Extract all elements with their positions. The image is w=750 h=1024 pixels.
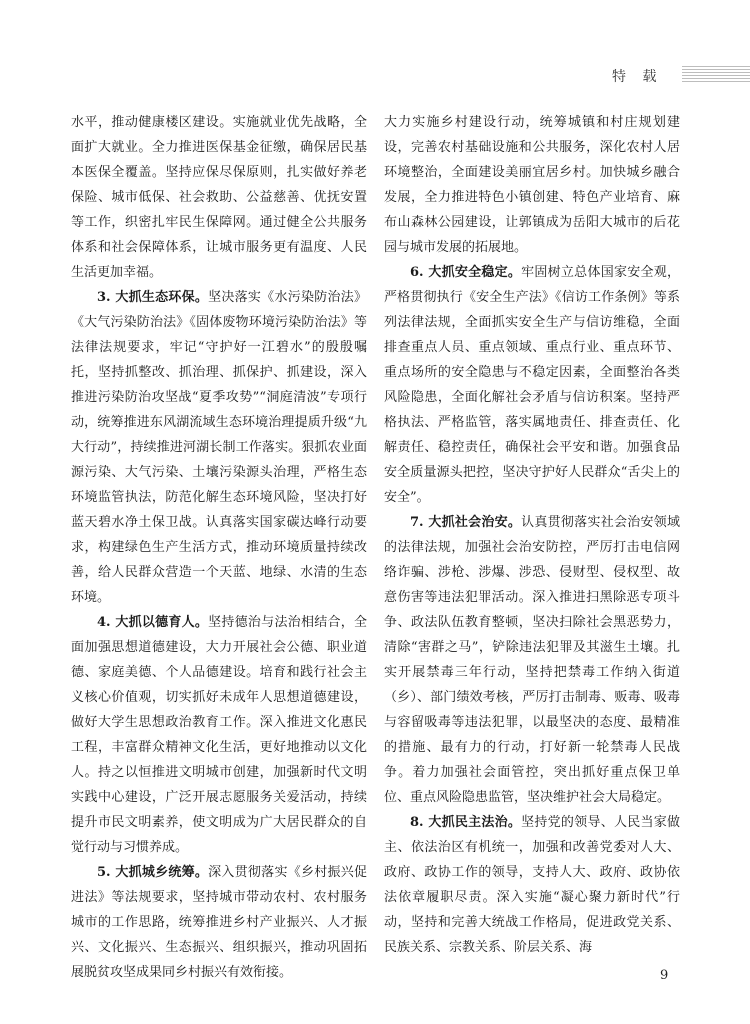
paragraph: [71, 110, 367, 285]
paragraph-text: 大力实施乡村建设行动，统筹城镇和村庄规划建设，完善农村基础设施和公共服务，深化农村人居环境整治，全面建设美丽宜居乡村。加快城乡融合发展，全力推进特色小镇创建、特色产业培育、麻布山森林公园建设，让郭镇成为岳阳大城市的后花园与城市发展的拓展地。: [384, 115, 680, 255]
paragraph-text: 坚持党的领导、人民当家做主、依法治区有机统一，加强和改善党委对人大、政府、政协工作的领导，支持人大、政府、政协依法依章履职尽责。深入实施“凝心聚力新时代”行动，坚持和完善大统战工作格局，促进政党关系、民族关系、宗教关系、阶层关系、海: [384, 815, 680, 955]
paragraph: [384, 110, 680, 260]
paragraph-heading: 8. 大抓民主法治。: [410, 815, 522, 830]
section-label: 特 载: [612, 69, 663, 85]
paragraph-text: 坚决落实《水污染防治法》《大气污染防治法》《固体废物环境污染防治法》等法律法规要求，牢记“守护好一江碧水”的殷殷嘱托，坚持抓整改、抓治理、抓保护、抓建设，深入推进污染防治攻坚战“夏季攻势”“洞庭清波”专项行动，统筹推进东风湖流域生态环境治理提质升级“九大行动”，持续推进河湖长制工作落实。狠抓农业面源污染、大气污染、土壤污染源头治理，严格生态环境监管执法，防范化解生态环境风险，坚决打好蓝天碧水净土保卫战。认真落实国家碳达峰行动要求，构建绿色生产生活方式，推动环境质量持续改善，给人民群众营造一个天蓝、地绿、水清的生态环境。: [71, 290, 367, 605]
paragraph-heading: 3. 大抓生态环保。: [97, 290, 209, 305]
paragraph: [384, 260, 680, 510]
paragraph-text: 深入贯彻落实《乡村振兴促进法》等法规要求，坚持城市带动农村、农村服务城市的工作思路，统筹推进乡村产业振兴、人才振兴、文化振兴、生态振兴、组织振兴，推动巩固拓展脱贫攻坚成果同乡村振兴有效衔接。: [71, 865, 367, 980]
right-column: [384, 110, 680, 960]
paragraph: [71, 610, 367, 860]
paragraph-heading: 4. 大抓以德育人。: [97, 615, 209, 630]
paragraph-heading: 6. 大抓安全稳定。: [410, 265, 522, 280]
paragraph: [71, 860, 367, 985]
paragraph: [384, 810, 680, 960]
left-column: [71, 110, 367, 985]
paragraph-text: 坚持德治与法治相结合，全面加强思想道德建设，大力开展社会公德、职业道德、家庭美德、个人品德建设。培育和践行社会主义核心价值观，切实抓好未成年人思想道德建设，做好大学生思想政治教育工作。深入推进文化惠民工程，丰富群众精神文化生活，更好地推动以文化人。持之以恒推进文明城市创建，加强新时代文明实践中心建设，广泛开展志愿服务关爱活动，持续提升市民文明素养，使文明成为广大居民群众的自觉行动与习惯养成。: [71, 615, 367, 855]
paragraph: [71, 285, 367, 610]
page-number: 9: [660, 968, 669, 983]
paragraph-heading: 7. 大抓社会治安。: [410, 515, 522, 530]
paragraph-text: 水平，推动健康楼区建设。实施就业优先战略，全面扩大就业。全力推进医保基金征缴，确保居民基本医保全覆盖。坚持应保尽保原则，扎实做好养老保险、城市低保、社会救助、公益慈善、优抚安置等工作，织密扎牢民生保障网。通过健全公共服务体系和社会保障体系，让城市服务更有温度、人民生活更加幸福。: [71, 115, 367, 280]
header-decorative-lines: [682, 66, 750, 83]
paragraph: [384, 510, 680, 810]
paragraph-text: 认真贯彻落实社会治安领域的法律法规，加强社会治安防控，严厉打击电信网络诈骗、涉枪、涉爆、涉恐、侵财型、侵权型、故意伤害等违法犯罪活动。深入推进扫黑除恶专项斗争、政法队伍教育整顿，坚决扫除社会黑恶势力，清除“害群之马”，铲除违法犯罪及其滋生土壤。扎实开展禁毒三年行动，坚持把禁毒工作纳入街道（乡）、部门绩效考核，严厉打击制毒、贩毒、吸毒与容留吸毒等违法犯罪，以最坚决的态度、最精准的措施、最有力的行动，打好新一轮禁毒人民战争。着力加强社会面管控，突出抓好重点保卫单位、重点风险隐患监管，坚决维护社会大局稳定。: [384, 515, 680, 805]
paragraph-heading: 5. 大抓城乡统筹。: [97, 865, 209, 880]
paragraph-text: 牢固树立总体国家安全观，严格贯彻执行《安全生产法》《信访工作条例》等系列法律法规，全面抓实安全生产与信访维稳，全面排查重点人员、重点领域、重点行业、重点环节、重点场所的安全隐患与不稳定因素，全面整治各类风险隐患，全面化解社会矛盾与信访积案。坚持严格执法、严格监管，落实属地责任、排查责任、化解责任、稳控责任，确保社会平安和谐。加强食品安全质量源头把控，坚决守护好人民群众“舌尖上的安全”。: [384, 265, 680, 505]
